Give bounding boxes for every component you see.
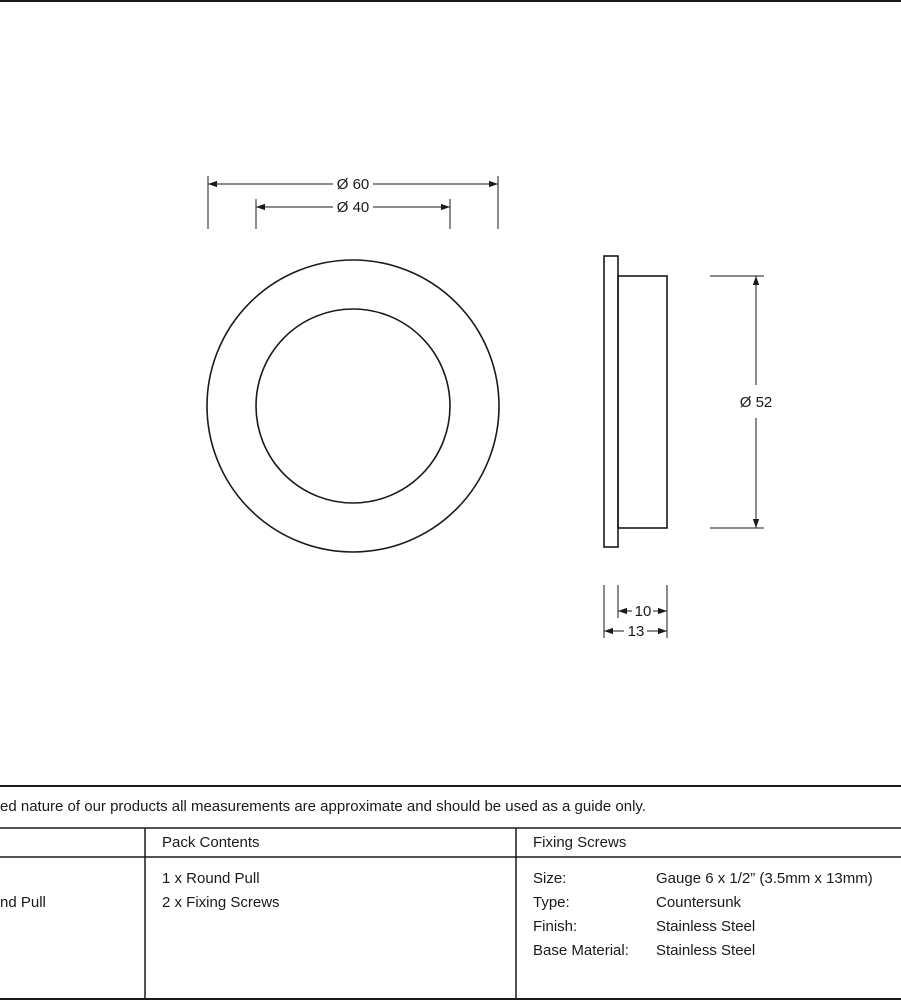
- outer-diameter-label: Ø 60: [336, 176, 370, 193]
- pack-item: 2 x Fixing Screws: [162, 894, 280, 911]
- total-depth-label: 13: [627, 623, 645, 640]
- spec-value: Gauge 6 x 1/2” (3.5mm x 13mm): [656, 870, 873, 887]
- spec-value: Stainless Steel: [656, 918, 756, 935]
- outer-ring: [207, 260, 499, 552]
- fixing-screws-heading: Fixing Screws: [533, 834, 627, 851]
- pack-contents-heading: Pack Contents: [162, 834, 260, 851]
- spec-label: Size:: [533, 870, 567, 887]
- product-name: nd Pull: [0, 894, 46, 911]
- disclaimer-text: ed nature of our products all measurements are approximate and should be used as a guide only.: [0, 798, 646, 815]
- spec-label: Finish:: [533, 918, 578, 935]
- front-view: [207, 260, 499, 552]
- flange-profile: [604, 256, 618, 547]
- inner-diameter-label: Ø 40: [336, 199, 370, 216]
- inner-ring: [256, 309, 450, 503]
- info-table-grid: [0, 786, 901, 999]
- spec-label: Type:: [533, 894, 570, 911]
- spec-label: Base Material:: [533, 942, 629, 959]
- side-diameter-label: Ø 52: [739, 394, 773, 411]
- pack-item: 1 x Round Pull: [162, 870, 260, 887]
- spec-value: Stainless Steel: [656, 942, 756, 959]
- body-profile: [618, 276, 667, 528]
- spec-value: Countersunk: [656, 894, 742, 911]
- depth-label: 10: [634, 603, 652, 620]
- side-view: [604, 256, 667, 547]
